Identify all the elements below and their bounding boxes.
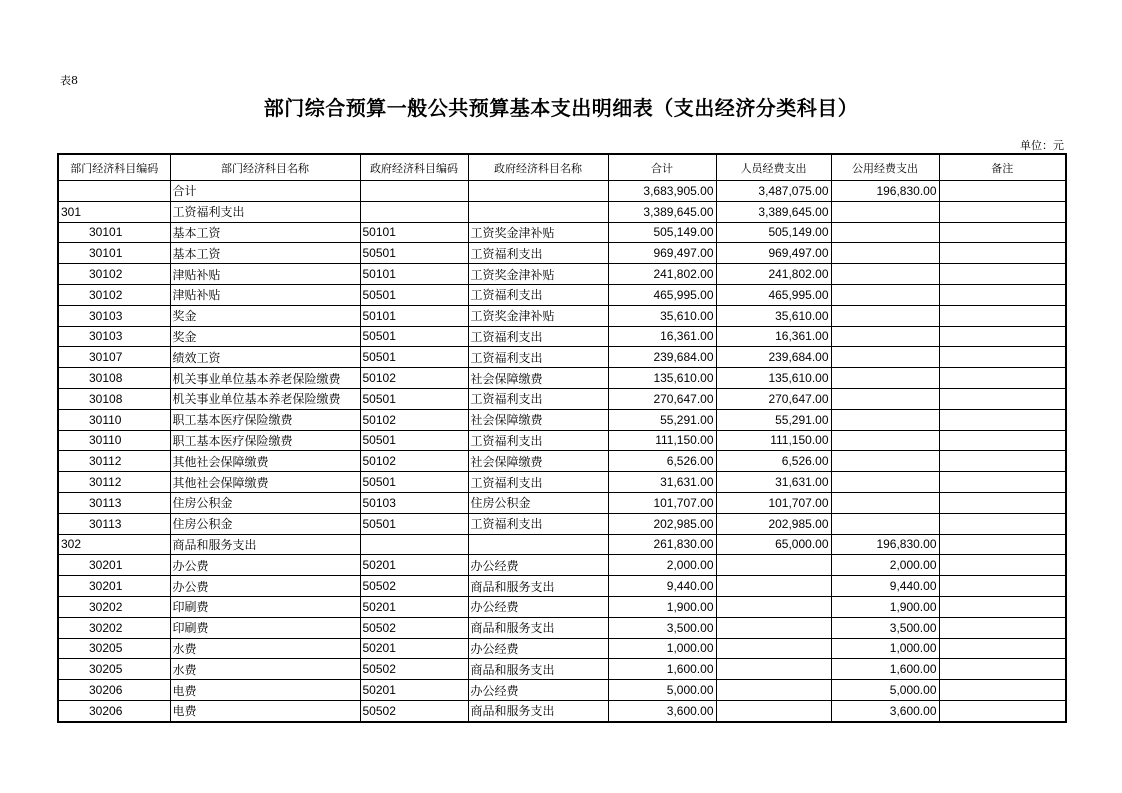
dept-code-cell: 30113 [58, 492, 170, 513]
table-row [58, 326, 1066, 347]
note-cell [939, 201, 1066, 222]
public-cell [831, 201, 939, 222]
personnel-cell: 465,995.00 [716, 284, 831, 305]
dept-code-cell: 30102 [58, 264, 170, 285]
column-header-note: 备注 [939, 154, 1066, 181]
note-cell [939, 347, 1066, 368]
total-cell: 55,291.00 [608, 409, 716, 430]
gov-code-cell: 50502 [360, 617, 468, 638]
dept-name-cell: 机关事业单位基本养老保险缴费 [170, 368, 360, 389]
dept-code-cell: 30205 [58, 638, 170, 659]
gov-code-cell: 50501 [360, 284, 468, 305]
gov-code-cell: 50201 [360, 680, 468, 701]
table-row [58, 451, 1066, 472]
gov-code-cell: 50101 [360, 264, 468, 285]
dept-name-cell: 办公费 [170, 555, 360, 576]
gov-name-cell [468, 181, 608, 202]
personnel-cell: 55,291.00 [716, 409, 831, 430]
expenditure-detail-table [57, 153, 1067, 723]
public-cell: 5,000.00 [831, 680, 939, 701]
gov-name-cell: 办公经费 [468, 638, 608, 659]
dept-code-cell: 30202 [58, 617, 170, 638]
total-cell: 1,900.00 [608, 596, 716, 617]
table-row [58, 284, 1066, 305]
gov-name-cell: 办公经费 [468, 680, 608, 701]
gov-name-cell: 工资奖金津补贴 [468, 222, 608, 243]
dept-code-cell: 30205 [58, 659, 170, 680]
total-cell: 241,802.00 [608, 264, 716, 285]
note-cell [939, 638, 1066, 659]
table-row [58, 264, 1066, 285]
personnel-cell: 65,000.00 [716, 534, 831, 555]
gov-code-cell: 50501 [360, 388, 468, 409]
personnel-cell [716, 700, 831, 721]
personnel-cell: 31,631.00 [716, 472, 831, 493]
dept-name-cell: 其他社会保障缴费 [170, 451, 360, 472]
public-cell [831, 368, 939, 389]
dept-name-cell: 基本工资 [170, 243, 360, 264]
table-row [58, 472, 1066, 493]
total-cell: 101,707.00 [608, 492, 716, 513]
public-cell [831, 430, 939, 451]
dept-code-cell: 30112 [58, 472, 170, 493]
column-header-dept-code: 部门经济科目编码 [58, 154, 170, 181]
note-cell [939, 451, 1066, 472]
gov-code-cell: 50201 [360, 638, 468, 659]
table-row [58, 347, 1066, 368]
note-cell [939, 472, 1066, 493]
personnel-cell: 969,497.00 [716, 243, 831, 264]
column-header-gov-name: 政府经济科目名称 [468, 154, 608, 181]
public-cell: 196,830.00 [831, 534, 939, 555]
total-cell: 35,610.00 [608, 305, 716, 326]
dept-code-cell: 30101 [58, 222, 170, 243]
note-cell [939, 576, 1066, 597]
dept-name-cell: 奖金 [170, 326, 360, 347]
table-row [58, 638, 1066, 659]
table-row [58, 222, 1066, 243]
page-title: 部门综合预算一般公共预算基本支出明细表（支出经济分类科目） [263, 96, 859, 120]
dept-name-cell: 奖金 [170, 305, 360, 326]
dept-name-cell: 津贴补贴 [170, 264, 360, 285]
note-cell [939, 555, 1066, 576]
note-cell [939, 617, 1066, 638]
note-cell [939, 284, 1066, 305]
personnel-cell: 16,361.00 [716, 326, 831, 347]
gov-name-cell: 工资福利支出 [468, 326, 608, 347]
dept-name-cell: 办公费 [170, 576, 360, 597]
table-row [58, 430, 1066, 451]
gov-code-cell: 50501 [360, 430, 468, 451]
table-row [58, 513, 1066, 534]
gov-code-cell: 50502 [360, 576, 468, 597]
dept-name-cell: 机关事业单位基本养老保险缴费 [170, 388, 360, 409]
total-cell: 31,631.00 [608, 472, 716, 493]
public-cell [831, 409, 939, 430]
gov-code-cell: 50501 [360, 472, 468, 493]
table-row [58, 181, 1066, 202]
total-cell: 1,600.00 [608, 659, 716, 680]
gov-code-cell: 50501 [360, 513, 468, 534]
personnel-cell: 111,150.00 [716, 430, 831, 451]
personnel-cell: 202,985.00 [716, 513, 831, 534]
public-cell [831, 264, 939, 285]
dept-code-cell [58, 181, 170, 202]
gov-name-cell: 工资福利支出 [468, 243, 608, 264]
gov-name-cell: 住房公积金 [468, 492, 608, 513]
dept-code-cell: 30110 [58, 409, 170, 430]
personnel-cell: 101,707.00 [716, 492, 831, 513]
total-cell: 135,610.00 [608, 368, 716, 389]
dept-name-cell: 印刷费 [170, 617, 360, 638]
total-cell: 969,497.00 [608, 243, 716, 264]
note-cell [939, 326, 1066, 347]
column-header-total: 合计 [608, 154, 716, 181]
gov-code-cell: 50101 [360, 222, 468, 243]
note-cell [939, 534, 1066, 555]
column-header-public: 公用经费支出 [831, 154, 939, 181]
public-cell: 9,440.00 [831, 576, 939, 597]
dept-name-cell: 职工基本医疗保险缴费 [170, 430, 360, 451]
total-cell: 1,000.00 [608, 638, 716, 659]
public-cell: 3,600.00 [831, 700, 939, 721]
dept-code-cell: 30103 [58, 326, 170, 347]
gov-name-cell: 办公经费 [468, 555, 608, 576]
note-cell [939, 596, 1066, 617]
dept-code-cell: 30103 [58, 305, 170, 326]
personnel-cell [716, 555, 831, 576]
gov-name-cell: 社会保障缴费 [468, 451, 608, 472]
total-cell: 3,500.00 [608, 617, 716, 638]
table-row [58, 368, 1066, 389]
gov-name-cell: 商品和服务支出 [468, 617, 608, 638]
gov-name-cell: 商品和服务支出 [468, 659, 608, 680]
note-cell [939, 305, 1066, 326]
personnel-cell [716, 576, 831, 597]
gov-code-cell: 50102 [360, 368, 468, 389]
public-cell: 1,600.00 [831, 659, 939, 680]
dept-code-cell: 301 [58, 201, 170, 222]
public-cell [831, 347, 939, 368]
total-cell: 3,683,905.00 [608, 181, 716, 202]
personnel-cell: 3,389,645.00 [716, 201, 831, 222]
unit-label: 单位：元 [1020, 139, 1064, 152]
total-cell: 261,830.00 [608, 534, 716, 555]
public-cell [831, 243, 939, 264]
personnel-cell: 6,526.00 [716, 451, 831, 472]
table-row [58, 596, 1066, 617]
table-number-label: 表8 [60, 74, 78, 87]
personnel-cell [716, 638, 831, 659]
total-cell: 6,526.00 [608, 451, 716, 472]
table-row [58, 534, 1066, 555]
gov-name-cell: 商品和服务支出 [468, 576, 608, 597]
dept-code-cell: 30202 [58, 596, 170, 617]
total-cell: 3,389,645.00 [608, 201, 716, 222]
gov-name-cell: 工资福利支出 [468, 513, 608, 534]
dept-name-cell: 工资福利支出 [170, 201, 360, 222]
dept-code-cell: 30201 [58, 576, 170, 597]
dept-code-cell: 30108 [58, 388, 170, 409]
table-row [58, 243, 1066, 264]
note-cell [939, 243, 1066, 264]
total-cell: 465,995.00 [608, 284, 716, 305]
personnel-cell [716, 617, 831, 638]
dept-name-cell: 水费 [170, 638, 360, 659]
dept-name-cell: 绩效工资 [170, 347, 360, 368]
public-cell [831, 326, 939, 347]
public-cell [831, 388, 939, 409]
note-cell [939, 680, 1066, 701]
dept-name-cell: 职工基本医疗保险缴费 [170, 409, 360, 430]
dept-code-cell: 30110 [58, 430, 170, 451]
gov-name-cell: 社会保障缴费 [468, 409, 608, 430]
personnel-cell: 3,487,075.00 [716, 181, 831, 202]
public-cell [831, 513, 939, 534]
personnel-cell [716, 659, 831, 680]
table-row [58, 576, 1066, 597]
gov-name-cell: 工资福利支出 [468, 388, 608, 409]
gov-name-cell: 工资福利支出 [468, 430, 608, 451]
public-cell: 1,900.00 [831, 596, 939, 617]
gov-code-cell: 50201 [360, 596, 468, 617]
dept-name-cell: 基本工资 [170, 222, 360, 243]
dept-code-cell: 30101 [58, 243, 170, 264]
dept-name-cell: 合计 [170, 181, 360, 202]
gov-name-cell: 工资奖金津补贴 [468, 305, 608, 326]
gov-code-cell: 50102 [360, 451, 468, 472]
dept-name-cell: 商品和服务支出 [170, 534, 360, 555]
note-cell [939, 181, 1066, 202]
dept-name-cell: 印刷费 [170, 596, 360, 617]
total-cell: 270,647.00 [608, 388, 716, 409]
public-cell: 2,000.00 [831, 555, 939, 576]
public-cell [831, 451, 939, 472]
note-cell [939, 700, 1066, 721]
gov-code-cell: 50501 [360, 326, 468, 347]
gov-name-cell: 商品和服务支出 [468, 700, 608, 721]
table-row [58, 659, 1066, 680]
table-row [58, 201, 1066, 222]
note-cell [939, 513, 1066, 534]
personnel-cell: 35,610.00 [716, 305, 831, 326]
gov-code-cell: 50502 [360, 700, 468, 721]
total-cell: 239,684.00 [608, 347, 716, 368]
column-header-personnel: 人员经费支出 [716, 154, 831, 181]
dept-code-cell: 30113 [58, 513, 170, 534]
public-cell [831, 492, 939, 513]
gov-name-cell: 工资福利支出 [468, 347, 608, 368]
gov-name-cell: 工资福利支出 [468, 284, 608, 305]
gov-code-cell: 50101 [360, 305, 468, 326]
dept-code-cell: 30201 [58, 555, 170, 576]
table-row [58, 617, 1066, 638]
note-cell [939, 388, 1066, 409]
dept-name-cell: 住房公积金 [170, 513, 360, 534]
dept-name-cell: 其他社会保障缴费 [170, 472, 360, 493]
note-cell [939, 264, 1066, 285]
total-cell: 111,150.00 [608, 430, 716, 451]
gov-name-cell: 工资奖金津补贴 [468, 264, 608, 285]
dept-name-cell: 水费 [170, 659, 360, 680]
dept-code-cell: 30112 [58, 451, 170, 472]
table-row [58, 388, 1066, 409]
total-cell: 2,000.00 [608, 555, 716, 576]
gov-name-cell: 社会保障缴费 [468, 368, 608, 389]
table-header-row [58, 154, 1066, 181]
total-cell: 9,440.00 [608, 576, 716, 597]
table-row [58, 492, 1066, 513]
gov-code-cell: 50501 [360, 347, 468, 368]
note-cell [939, 409, 1066, 430]
note-cell [939, 430, 1066, 451]
gov-code-cell [360, 181, 468, 202]
table-row [58, 409, 1066, 430]
note-cell [939, 492, 1066, 513]
table-body [58, 181, 1066, 722]
gov-name-cell [468, 534, 608, 555]
table-row [58, 700, 1066, 721]
personnel-cell [716, 680, 831, 701]
personnel-cell: 239,684.00 [716, 347, 831, 368]
dept-name-cell: 津贴补贴 [170, 284, 360, 305]
total-cell: 16,361.00 [608, 326, 716, 347]
gov-name-cell: 工资福利支出 [468, 472, 608, 493]
dept-code-cell: 30102 [58, 284, 170, 305]
dept-name-cell: 电费 [170, 680, 360, 701]
dept-code-cell: 30206 [58, 700, 170, 721]
dept-code-cell: 30108 [58, 368, 170, 389]
total-cell: 505,149.00 [608, 222, 716, 243]
dept-name-cell: 住房公积金 [170, 492, 360, 513]
total-cell: 202,985.00 [608, 513, 716, 534]
public-cell [831, 284, 939, 305]
personnel-cell: 135,610.00 [716, 368, 831, 389]
total-cell: 3,600.00 [608, 700, 716, 721]
personnel-cell: 270,647.00 [716, 388, 831, 409]
note-cell [939, 222, 1066, 243]
column-header-dept-name: 部门经济科目名称 [170, 154, 360, 181]
table-row [58, 680, 1066, 701]
gov-code-cell: 50103 [360, 492, 468, 513]
dept-code-cell: 302 [58, 534, 170, 555]
total-cell: 5,000.00 [608, 680, 716, 701]
public-cell: 1,000.00 [831, 638, 939, 659]
gov-code-cell [360, 534, 468, 555]
dept-name-cell: 电费 [170, 700, 360, 721]
gov-code-cell: 50102 [360, 409, 468, 430]
personnel-cell: 241,802.00 [716, 264, 831, 285]
gov-code-cell: 50501 [360, 243, 468, 264]
note-cell [939, 368, 1066, 389]
public-cell [831, 472, 939, 493]
dept-code-cell: 30107 [58, 347, 170, 368]
gov-code-cell: 50201 [360, 555, 468, 576]
gov-name-cell: 办公经费 [468, 596, 608, 617]
personnel-cell: 505,149.00 [716, 222, 831, 243]
column-header-gov-code: 政府经济科目编码 [360, 154, 468, 181]
gov-name-cell [468, 201, 608, 222]
public-cell: 3,500.00 [831, 617, 939, 638]
table-row [58, 305, 1066, 326]
personnel-cell [716, 596, 831, 617]
gov-code-cell [360, 201, 468, 222]
note-cell [939, 659, 1066, 680]
table-row [58, 555, 1066, 576]
public-cell: 196,830.00 [831, 181, 939, 202]
public-cell [831, 222, 939, 243]
dept-code-cell: 30206 [58, 680, 170, 701]
public-cell [831, 305, 939, 326]
gov-code-cell: 50502 [360, 659, 468, 680]
